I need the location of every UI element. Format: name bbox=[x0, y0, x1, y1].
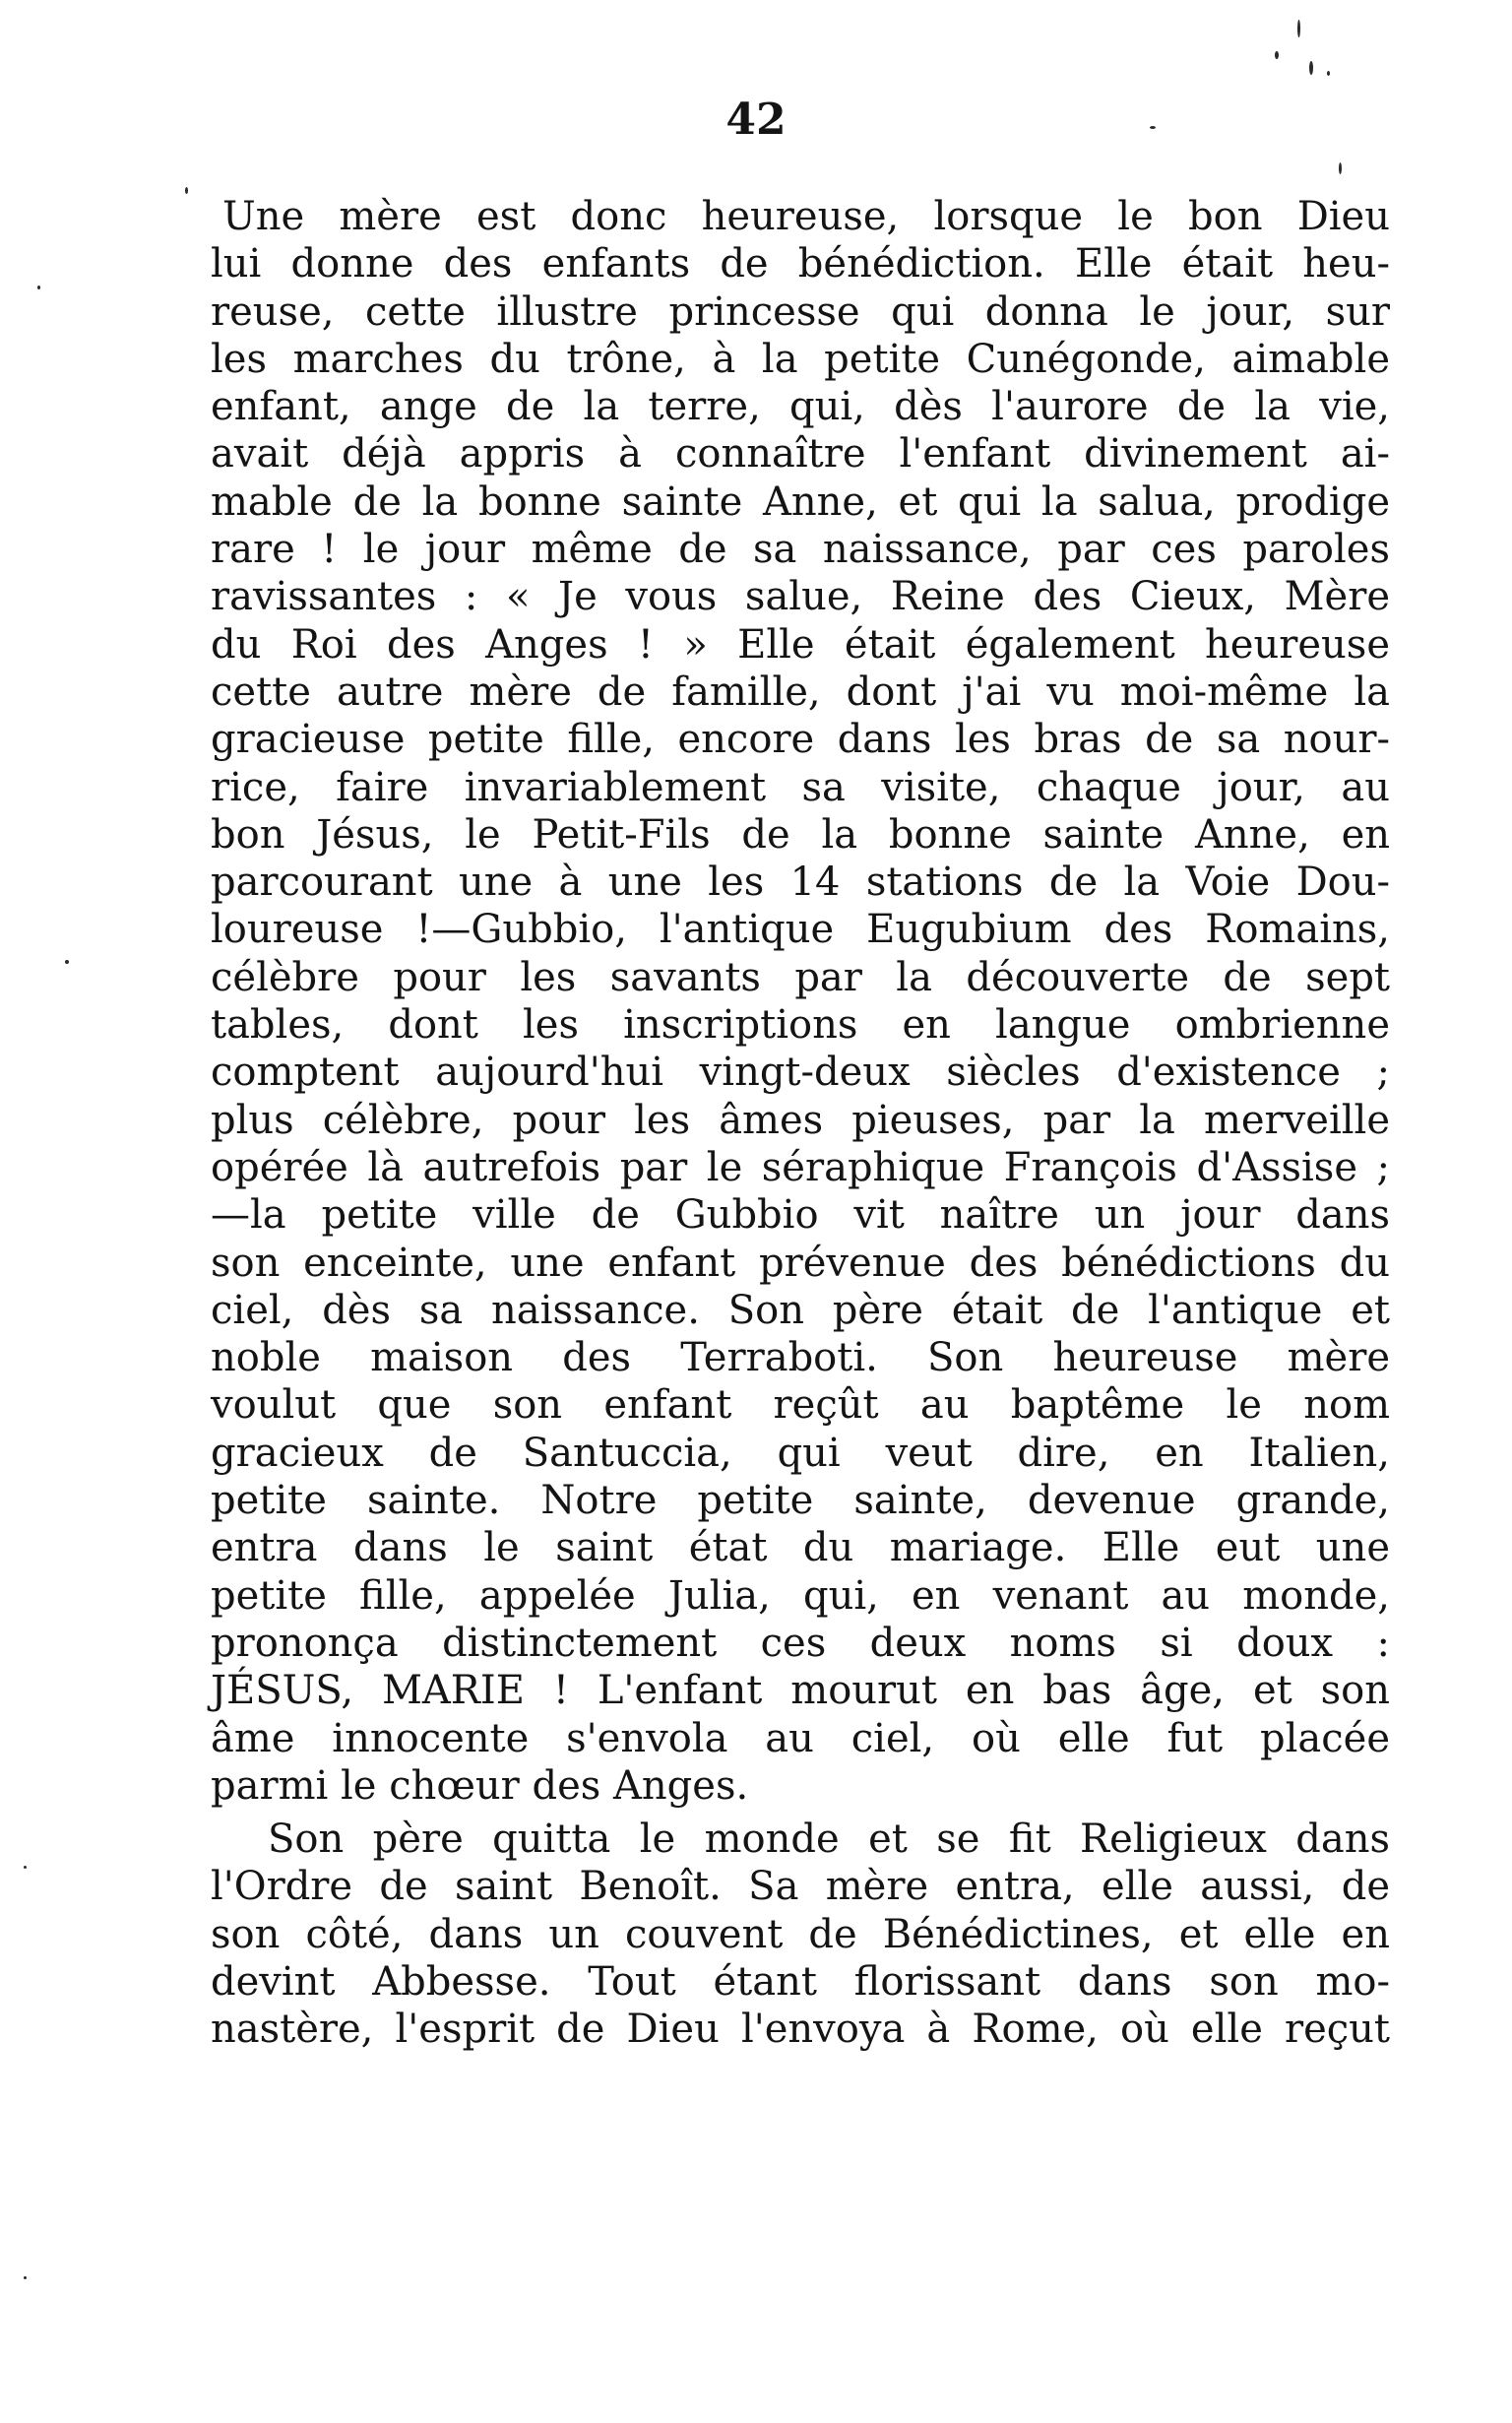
text-line: Une mère est donc heureuse, lorsque le bon Dieu bbox=[222, 194, 1390, 239]
text-line: noble maison des Terraboti. Son heureuse mère bbox=[211, 1335, 1390, 1381]
scan-speck bbox=[24, 2276, 27, 2279]
scan-speck bbox=[1297, 20, 1300, 37]
scan-speck bbox=[37, 286, 40, 289]
text-line: comptent aujourd'hui vingt-deux siècles d'existence ; bbox=[211, 1050, 1390, 1096]
text-line: petite fille, appelée Julia, qui, en venant au monde, bbox=[211, 1572, 1390, 1619]
body-text bbox=[211, 193, 1390, 2054]
scan-speck bbox=[1275, 51, 1279, 59]
text-line: gracieuse petite fille, encore dans les bras de sa nour- bbox=[211, 717, 1390, 763]
text-line: rare ! le jour même de sa naissance, par ces paroles bbox=[211, 527, 1390, 573]
text-line: parcourant une à une les 14 stations de la Voie Dou- bbox=[211, 860, 1390, 906]
text-line: célèbre pour les savants par la découverte de sept bbox=[211, 954, 1390, 1000]
text-line: lui donne des enfants de bénédiction. Elle était heu- bbox=[211, 241, 1390, 287]
text-line: ciel, dès sa naissance. Son père était de l'antique et bbox=[211, 1287, 1390, 1333]
text-line: reuse, cette illustre princesse qui donna le jour, sur bbox=[211, 288, 1390, 335]
scan-speck bbox=[1339, 162, 1342, 174]
text-line: plus célèbre, pour les âmes pieuses, par la merveille bbox=[211, 1097, 1390, 1143]
text-line: enfant, ange de la terre, qui, dès l'aurore de la vie, bbox=[211, 384, 1390, 430]
text-line: petite sainte. Notre petite sainte, devenue grande, bbox=[211, 1478, 1390, 1524]
text-line: JÉSUS, MARIE ! L'enfant mourut en bas âge, et son bbox=[211, 1668, 1390, 1714]
text-line: parmi le chœur des Anges. bbox=[211, 1762, 749, 1809]
text-line: loureuse !—Gubbio, l'antique Eugubium des Romains, bbox=[211, 907, 1390, 953]
text-line: entra dans le saint état du mariage. Elle eut une bbox=[211, 1525, 1390, 1571]
text-line: nastère, l'esprit de Dieu l'envoya à Rome, où elle reçut bbox=[211, 2007, 1390, 2053]
text-line: cette autre mère de famille, dont j'ai vu moi-même la bbox=[211, 669, 1390, 715]
scan-speck bbox=[1327, 71, 1330, 76]
text-line: devint Abbesse. Tout étant florissant dans son mo- bbox=[211, 1958, 1390, 2005]
scan-speck bbox=[1309, 61, 1313, 75]
scan-speck bbox=[65, 960, 69, 964]
text-line: prononça distinctement ces deux noms si doux : bbox=[211, 1620, 1390, 1666]
text-line: âme innocente s'envola au ciel, où elle fut placée bbox=[211, 1715, 1390, 1761]
scan-speck bbox=[1150, 126, 1156, 129]
text-line: gracieux de Santuccia, qui veut dire, en Italien, bbox=[211, 1430, 1390, 1476]
text-line: —la petite ville de Gubbio vit naître un jour dans bbox=[211, 1192, 1390, 1239]
text-line: Son père quitta le monde et se fit Religieux dans bbox=[268, 1817, 1390, 1863]
text-line: bon Jésus, le Petit-Fils de la bonne sainte Anne, en bbox=[211, 811, 1390, 858]
text-line: l'Ordre de saint Benoît. Sa mère entra, elle aussi, de bbox=[211, 1864, 1390, 1910]
text-line: opérée là autrefois par le séraphique François d'Assise ; bbox=[211, 1144, 1390, 1190]
text-line: voulut que son enfant reçût au baptême le nom bbox=[211, 1382, 1390, 1429]
paragraph-1 bbox=[211, 193, 1390, 1810]
text-line: du Roi des Anges ! » Elle était également heureuse bbox=[211, 621, 1390, 668]
text-line: ravissantes : « Je vous salue, Reine des Cieux, Mère bbox=[211, 574, 1390, 620]
text-line: avait déjà appris à connaître l'enfant divinement ai- bbox=[211, 431, 1390, 478]
scan-speck bbox=[24, 1866, 27, 1869]
text-line: tables, dont les inscriptions en langue ombrienne bbox=[211, 1002, 1390, 1049]
text-line: les marches du trône, à la petite Cunégonde, aimable bbox=[211, 336, 1390, 382]
text-line: son côté, dans un couvent de Bénédictines, et elle en bbox=[211, 1911, 1390, 1957]
text-line: rice, faire invariablement sa visite, chaque jour, au bbox=[211, 764, 1390, 810]
scan-speck bbox=[185, 187, 188, 194]
text-line: mable de la bonne sainte Anne, et qui la salua, prodige bbox=[211, 478, 1390, 525]
page-number: 42 bbox=[725, 95, 787, 145]
paragraph-2 bbox=[211, 1816, 1390, 2053]
text-line: son enceinte, une enfant prévenue des bénédictions du bbox=[211, 1240, 1390, 1286]
